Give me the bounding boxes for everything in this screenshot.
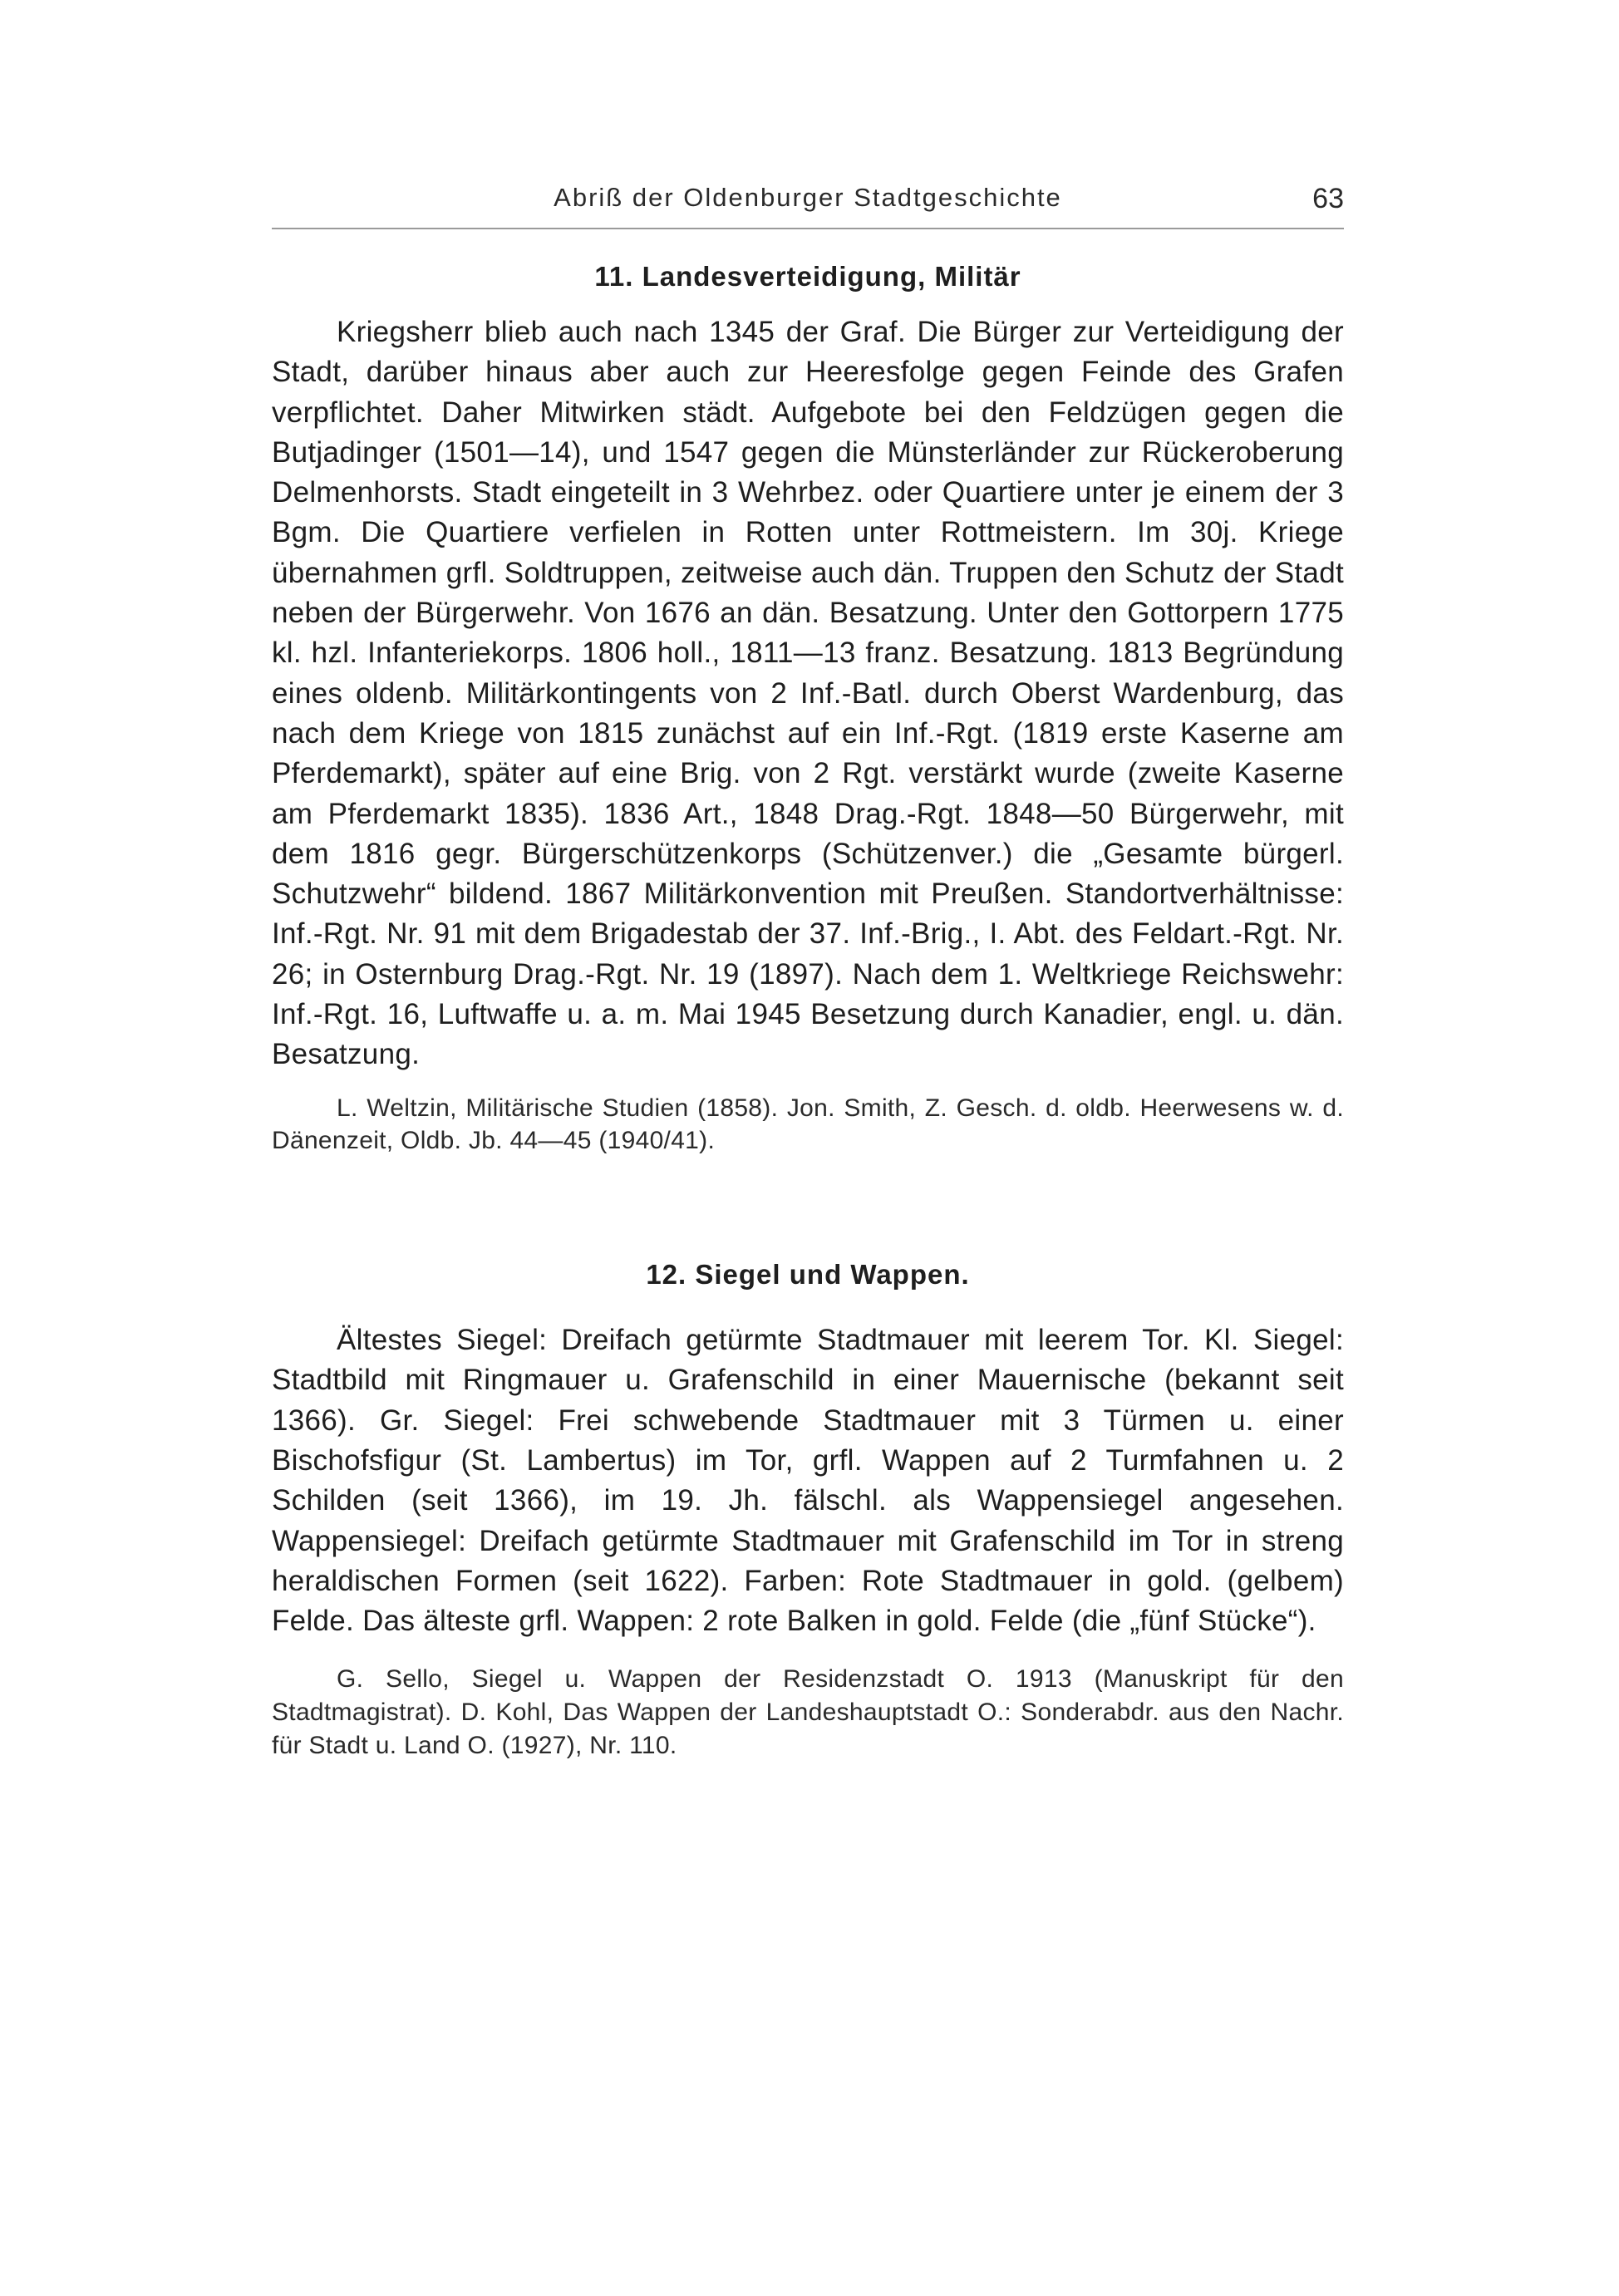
section-landesverteidigung [272, 261, 1344, 1158]
book-page [272, 166, 1344, 1763]
section-body: Kriegsherr blieb auch nach 1345 der Graf. Die Bürger zur Verteidigung der Stadt, darüber hinaus aber auch zur Heeresfolge gegen Feinde des Grafen verpflichtet. Daher Mitwirken städt. Aufgebote bei den Feldzügen gegen die Butjadinger (1501—14), und 1547 gegen die Münsterländer zur Rückeroberung Delmenhorsts. Stadt eingeteilt in 3 Wehrbez. oder Quartiere unter je einem der 3 Bgm. Die Quartiere verfielen in Rotten unter Rottmeistern. Im 30j. Kriege übernahmen grfl. Soldtruppen, zeitweise auch dän. Truppen den Schutz der Stadt neben der Bürgerwehr. Von 1676 an dän. Besatzung. Unter den Gottorpern 1775 kl. hzl. Infanteriekorps. 1806 holl., 1811—13 franz. Besatzung. 1813 Begründung eines oldenb. Militärkontingents von 2 Inf.-Batl. durch Oberst Wardenburg, das nach dem Kriege von 1815 zunächst auf ein Inf.-Rgt. (1819 erste Kaserne am Pferdemarkt), später auf eine Brig. von 2 Rgt. verstärkt wurde (zweite Kaserne am Pferdemarkt 1835). 1836 Art., 1848 Drag.-Rgt. 1848—50 Bürgerwehr, mit dem 1816 gegr. Bürgerschützenkorps (Schützenver.) die „Gesamte bürgerl. Schutzwehr“ bildend. 1867 Militärkonvention mit Preußen. Standortverhältnisse: Inf.-Rgt. Nr. 91 mit dem Brigadestab der 37. Inf.-Brig., I. Abt. des Feldart.-Rgt. Nr. 26; in Osternburg Drag.-Rgt. Nr. 19 (1897). Nach dem 1. Weltkriege Reichswehr: Inf.-Rgt. 16, Luftwaffe u. a. m. Mai 1945 Besetzung durch Kanadier, engl. u. dän. Besatzung. [272, 316, 1344, 1071]
section-heading: 11. Landesverteidigung, Militär [594, 261, 1021, 292]
running-header [272, 166, 1344, 229]
section-references: G. Sello, Siegel u. Wappen der Residenzstadt O. 1913 (Manuskript für den Stadtmagistrat). D. Kohl, Das Wappen der Landeshauptstadt O.: Sonderabdr. aus den Nachr. für Stadt u. Land O. (1927), Nr. 110. [272, 1665, 1344, 1759]
running-title: Abriß der Oldenburger Stadtgeschichte [554, 183, 1062, 212]
section-siegel-und-wappen [272, 1259, 1344, 1762]
section-heading: 12. Siegel und Wappen. [646, 1259, 970, 1291]
section-references: L. Weltzin, Militärische Studien (1858). Jon. Smith, Z. Gesch. d. oldb. Heerwesens w. d. Dänenzeit, Oldb. Jb. 44—45 (1940/41). [272, 1094, 1344, 1155]
section-body: Ältestes Siegel: Dreifach getürmte Stadtmauer mit leerem Tor. Kl. Siegel: Stadtbild mit Ringmauer u. Grafenschild in einer Mauernische (bekannt seit 1366). Gr. Siegel: Frei schwebende Stadtmauer mit 3 Türmen u. einer Bischofsfigur (St. Lambertus) im Tor, grfl. Wappen auf 2 Turmfahnen u. 2 Schilden (seit 1366), im 19. Jh. fälschl. als Wappensiegel angesehen. Wappensiegel: Dreifach getürmte Stadtmauer mit Grafenschild im Tor in streng heraldischen Formen (seit 1622). Farben: Rote Stadtmauer in gold. (gelbem) Felde. Das älteste grfl. Wappen: 2 rote Balken in gold. Felde (die „fünf Stücke“). [272, 1324, 1344, 1638]
page-number: 63 [1312, 183, 1344, 214]
